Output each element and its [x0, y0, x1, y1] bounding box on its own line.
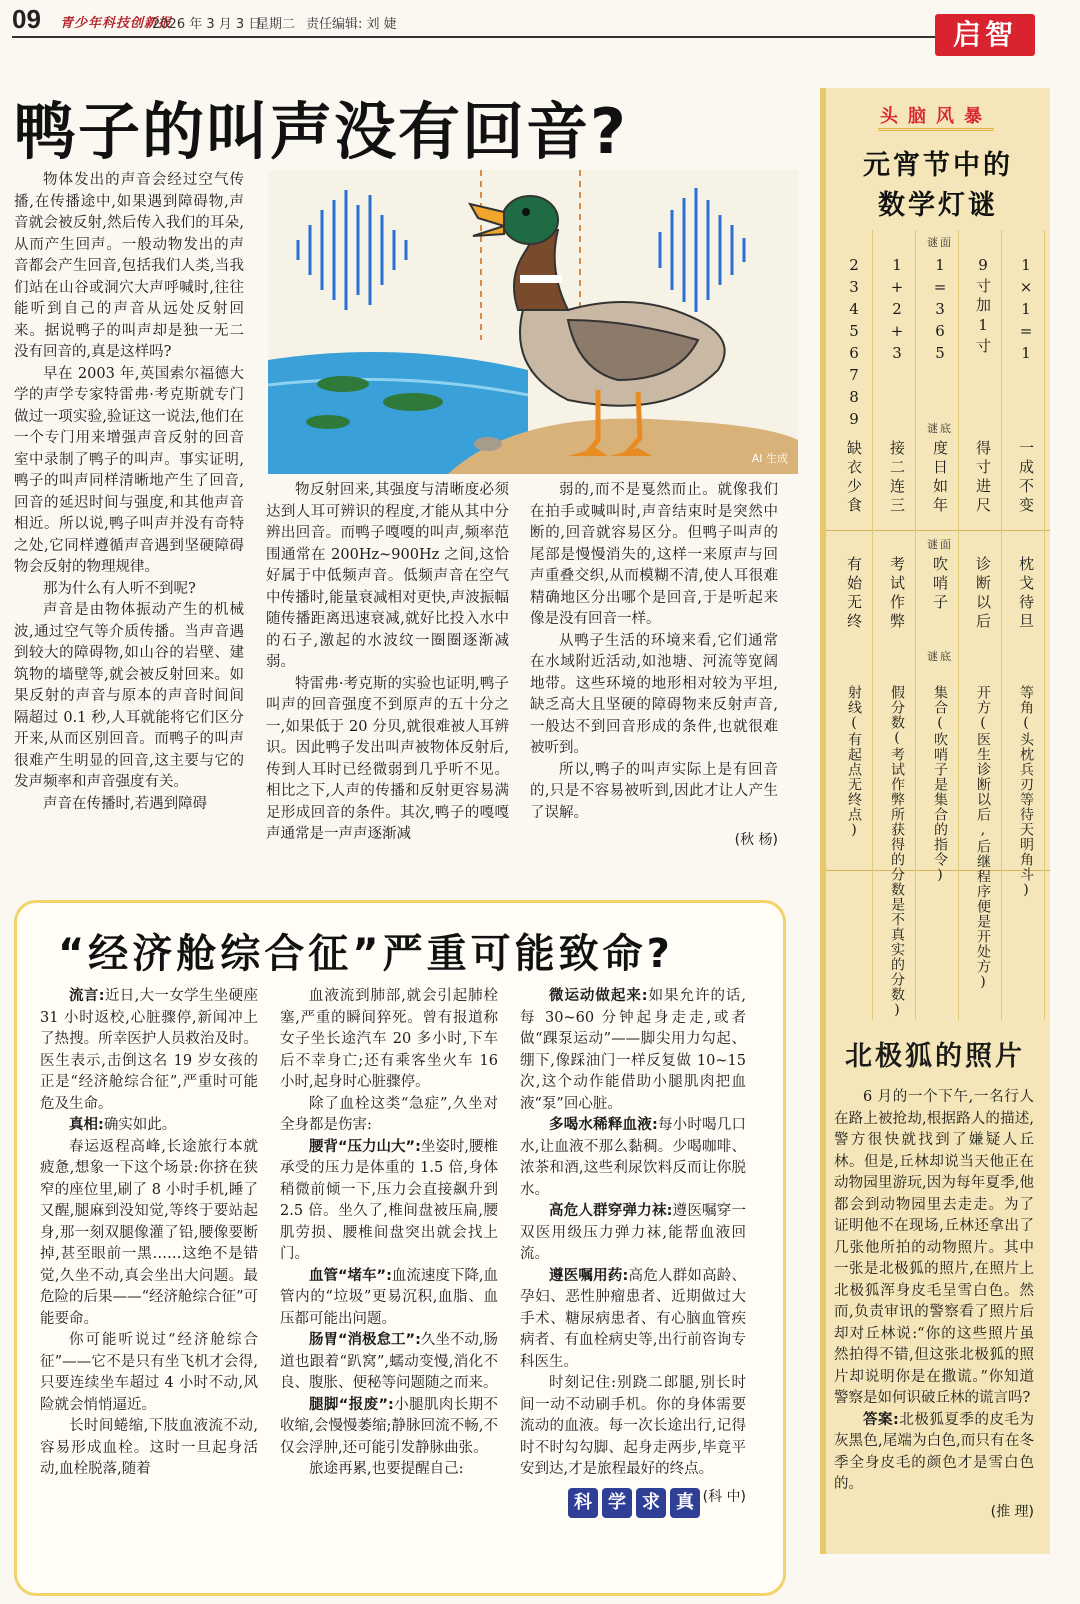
duck-illustration [268, 170, 798, 474]
riddle-label: 谜底 [927, 422, 953, 435]
riddle-question: 23456789 [845, 256, 863, 432]
riddle-answer: 开方(医生诊断以后,后继程序便是开处方) [975, 685, 991, 991]
article-column-2 [266, 480, 509, 846]
riddle-answer: 度日如年 [931, 440, 949, 516]
paragraph [40, 986, 258, 1115]
section-badge: 启智 [935, 14, 1035, 56]
puzzle-answer [834, 1410, 1034, 1496]
page-number: 09 [12, 4, 41, 34]
paragraph-text: 血液流到肺部,就会引起肺栓塞,严重的瞬间猝死。曾有报道称女子坐长途汽车 20 多小时,下车后不幸身亡;还有乘客坐火车 16 小时,起身时心脏骤停。 [280, 988, 498, 1090]
seal-character: 学 [602, 1488, 632, 1518]
riddle-question: 1=365 [931, 256, 949, 366]
puzzle-text: 6 月的一个下午,一名行人在路上被抢劫,根据路人的描述,警方很快就找到了嫌疑人丘林。但是,丘林却说当天他正在动物园里游玩,因为每年夏季,他都会到动物园里去走走。为了证明他不在现场,丘林还拿出了几张他所拍的动物照片。其中一张是北极狐的照片,在照片上北极狐浑身皮毛呈雪白色。然而,负责审讯的警察看了照片后却对丘林说:“你的这些照片虽然拍得不错,但这张北极狐的照片却说明你是在撒谎。”你知道警察是如何识破丘林的谎言吗? [834, 1089, 1034, 1406]
paragraph-text: 坐姿时,腰椎承受的压力是体重的 1.5 倍,身体稍微前倾一下,压力会直接飙升到 2.5 倍。坐久了,椎间盘被压扁,腰肌劳损、腰椎间盘突出就会找上门。 [280, 1138, 498, 1262]
arctic-fox-puzzle [826, 1034, 1044, 1523]
riddle-question: 1×1=1 [1017, 256, 1035, 366]
keyword: 微运动做起来: [549, 988, 648, 1004]
paragraph [40, 1330, 258, 1416]
riddle-question: 有始无终 [845, 556, 863, 632]
paragraph-text: 久坐不动,肠道也跟着“趴窝”,蠕动变慢,消化不良、腹胀、便秘等问题随之而来。 [280, 1332, 498, 1391]
riddle-answer: 集合(吹哨子是集合的指令) [932, 685, 948, 884]
riddle-answer: 得寸进尺 [974, 440, 992, 516]
masthead-rule [12, 36, 960, 38]
paragraph-text: 小腿肌肉长期不收缩,会慢慢萎缩;静脉回流不畅,不仅会浮肿,还可能引发静脉曲张。 [280, 1396, 499, 1456]
duck-image [268, 170, 798, 474]
paragraph: 特雷弗·考克斯的实验也证明,鸭子叫声的回音强度不到原声的五十分之一,如果低于 20 分贝,就很难被人耳辨识。因此鸭子发出叫声被物体反射后,传到人耳时已经微弱到几乎听不见。相比之下,人声的传播和反射更容易满足形成回音的条件。其次,鸭子的嘎嘎声通常是一声声逐渐减 [266, 675, 509, 842]
riddles-grid [826, 230, 1050, 1020]
paragraph [280, 1137, 498, 1266]
paragraph-text: 除了血栓这类“急症”,久坐对全身都是伤害: [280, 1095, 498, 1133]
paragraph-text: 遵医嘱穿一双医用级压力弹力袜,能帮血液回流。 [520, 1203, 746, 1262]
paragraph [520, 1266, 746, 1374]
riddle-question: 9寸加1寸 [974, 256, 992, 357]
paragraph: 弱的,而不是戛然而止。就像我们在拍手或喊叫时,声音结束时是突然中断的,回音就容易区分。但鸭子叫声的尾部是慢慢消失的,这样一来原声与回声重叠交织,从而模糊不清,使人耳很难精确地区分出哪个是回音,于是听起来像是没有回音一样。 [530, 482, 778, 627]
paragraph-text: 每小时喝几口水,让血液不那么黏稠。少喝咖啡、浓茶和酒,这些利尿饮料反而让你脱水。 [520, 1117, 746, 1198]
paragraph: 物反射回来,其强度与清晰度必须达到人耳可辨识的程度,才能从其中分辨出回音。而鸭子嘎嘎的叫声,频率范围通常在 200Hz~900Hz 之间,这恰好属于中低频声音。低频声音在空气中传播时,能量衰减相对更快,声波振幅随传播距离迅速衰减,就好比投入水中的石子,激起的水波纹一圈圈逐渐减弱。 [266, 482, 509, 670]
riddle-question: 考试作弊 [888, 556, 906, 632]
paragraph-text: 你可能听说过“经济舱综合征”——它不是只有坐飞机才会得,只要连续坐车超过 4 小时不动,风险就会悄悄逼近。 [40, 1332, 258, 1413]
paragraph [280, 1395, 498, 1460]
keyword: 腿脚“报废”: [309, 1396, 394, 1413]
riddle-question: 诊断以后 [974, 556, 992, 632]
paragraph [280, 1094, 498, 1137]
paragraph: 声音是由物体振动产生的机械波,通过空气等介质传播。当声音遇到较大的障碍物,如山谷的岩壁、建筑物的墙壁等,就会被反射回来。如果反射的声音与原本的声音时间间隔超过 0.1 秒,人耳就能将它们区分开来,从而区别回音。而鸭子的叫声很难产生明显的回音,这主要与它的发声频率和声音强度有关。 [14, 602, 244, 790]
paragraph-text: 如果允许的话,每 30~60 分钟起身走走,或者做“踝泵运动”——脚尖用力勾起、绷下,像踩油门一样反复做 10~15 次,这个动作能借助小腿肌肉把血液“泵”回心脏。 [520, 988, 746, 1112]
paragraph: 声音在传播时,若遇到障碍 [43, 795, 208, 812]
keyword: 肠胃“消极怠工”: [309, 1332, 421, 1348]
riddles-title-line1: 元宵节中的 [863, 150, 1013, 181]
health-column-3 [520, 986, 746, 1508]
keyword: 血管“堵车”: [309, 1267, 392, 1284]
riddle-label: 谜面 [927, 236, 953, 249]
keyword: 遵医嘱用药: [549, 1267, 629, 1284]
health-byline: (科 中) [702, 1488, 746, 1505]
paragraph [40, 1137, 258, 1331]
paragraph: 所以,鸭子的叫声实际上是有回音的,只是不容易被听到,因此才让人产生了误解。 [530, 761, 778, 821]
riddle-answer: 等角(头枕兵刃等待天明角斗) [1018, 685, 1034, 899]
riddle-question: 吹哨子 [931, 556, 949, 613]
riddle-answer: 一成不变 [1017, 440, 1035, 516]
riddle-answer: 假分数(考试作弊所获得的分数是不真实的分数) [889, 685, 905, 1019]
issue-date: 2026 年 3 月 3 日 [152, 17, 262, 32]
riddle-column [879, 230, 916, 1020]
seal-character: 科 [568, 1488, 598, 1518]
health-column-2 [280, 986, 498, 1481]
paragraph: 从鸭子生活的环境来看,它们通常在水域附近活动,如池塘、河流等宽阔地带。这些环境的地形相对较为平坦,缺乏高大且坚硬的障碍物来反射声音,一般达不到回音形成的条件,也就很难被听到。 [530, 632, 778, 756]
riddle-column [965, 230, 1002, 1020]
article-headline: 鸭子的叫声没有回音? [14, 95, 628, 168]
answer-label: 答案: [863, 1411, 899, 1428]
seal-character: 真 [670, 1488, 700, 1518]
riddle-column [922, 230, 959, 1020]
paragraph: 物体发出的声音会经过空气传播,在传播途中,如果遇到障碍物,声音就会被反射,然后传入我们的耳朵,从而产生回声。一般动物发出的声音都会产生回音,包括我们人类,当我们站在山谷或洞穴大声呼喊时,往往能听到自己的声音从远处反射回来。据说鸭子的叫声却是独一无二没有回音的,真是这样吗? [14, 172, 244, 360]
keyword: 流言: [69, 988, 105, 1004]
riddle-label: 谜面 [927, 538, 953, 551]
keyword: 真相: [69, 1117, 104, 1133]
riddle-answer: 射线(有起点无终点) [846, 685, 862, 839]
paragraph [40, 1416, 258, 1481]
puzzle-title: 北极狐的照片 [845, 1041, 1025, 1072]
seal-character: 求 [636, 1488, 666, 1518]
paragraph [520, 1201, 746, 1266]
image-credit-label: AI 生成 [751, 452, 788, 465]
riddles-title-line2: 数学灯谜 [878, 190, 998, 221]
paragraph-text: 春运返程高峰,长途旅行本就疲惫,想象一下这个场景:你挤在狭窄的座位里,刷了 8 小时手机,睡了又醒,腿麻到没知觉,等终于要站起身,那一刻双腿像灌了铅,腰像要断掉,甚至眼前一黑……这绝不是错觉,久坐不动,真会坐出大问题。最危险的后果——“经济舱综合征”可能要命。 [40, 1138, 258, 1327]
health-column-1 [40, 986, 258, 1481]
keyword: 高危人群穿弹力袜: [549, 1203, 673, 1219]
riddles-title [826, 146, 1050, 226]
paragraph [40, 1115, 258, 1137]
riddle-answer: 缺衣少食 [845, 440, 863, 516]
weekday: 星期二 [256, 17, 296, 32]
paragraph [280, 1330, 498, 1395]
paragraph [280, 1459, 498, 1481]
riddle-question: 1+2+3 [888, 256, 906, 366]
brainstorm-tag: 头脑风暴 [866, 102, 1006, 132]
paper-name: 青少年科技创新报 [60, 16, 173, 31]
paragraph-text: 旅途再累,也要提醒自己: [309, 1461, 464, 1477]
paragraph: 早在 2003 年,英国索尔福德大学的声学专家特雷弗·考克斯就专门做过一项实验,验证这一说法,他们在一个专门用来增强声音反射的回音室中录制了鸭子的叫声。事实证明,鸭子的叫声同样清晰地产生了回音,回音的延迟时间与强度,和其他声音相近。所以说,鸭子叫声并没有奇特之处,它同样遵循声音遇到坚硬障碍物会反射的物理规律。 [14, 365, 244, 575]
paragraph-text: 高危人群如高龄、孕妇、恶性肿瘤患者、近期做过大手术、糖尿病患者、有心脑血管疾病者、有血栓病史等,出行前咨询专科医生。 [520, 1267, 746, 1370]
puzzle-body [826, 1087, 1044, 1523]
paragraph-text: 长时间蜷缩,下肢血液流不动,容易形成血栓。这时一旦起身活动,血栓脱落,随着 [40, 1418, 258, 1477]
answer-text: 北极狐夏季的皮毛为灰黑色,尾端为白色,而只有在冬季全身皮毛的颜色才是雪白色的。 [834, 1411, 1034, 1492]
riddle-label: 谜底 [927, 650, 953, 663]
paragraph [280, 1266, 498, 1331]
riddle-column [1008, 230, 1045, 1020]
paragraph: 那为什么有人听不到呢? [43, 580, 196, 597]
article-column-1 [14, 170, 244, 815]
riddle-answer: 接二连三 [888, 440, 906, 516]
paragraph-text: 血流速度下降,血管内的“垃圾”更易沉积,血脂、血压都可能出问题。 [280, 1267, 499, 1327]
riddle-question: 枕戈待旦 [1017, 556, 1035, 632]
keyword: 腰背“压力山大”: [309, 1138, 421, 1155]
masthead [0, 0, 1080, 51]
paragraph [280, 986, 498, 1094]
riddle-column [836, 230, 873, 1020]
article-column-3 [530, 480, 778, 852]
keyword: 多喝水稀释血液: [549, 1117, 658, 1133]
paragraph-text: 确实如此。 [103, 1117, 177, 1133]
paragraph-text: 近日,大一女学生坐硬座 31 小时返校,心脏骤停,新闻冲上了热搜。所幸医护人员救治及时。医生表示,击倒这名 19 岁女孩的正是“经济舱综合征”,严重时可能危及生命。 [40, 988, 258, 1112]
paragraph-text: 时刻记住:别跷二郎腿,别长时间一动不动刷手机。你的身体需要流动的血液。每一次长途出行,记得时不时勾勾脚、起身走两步,毕竟平安到达,才是旅程最好的终点。 [520, 1375, 746, 1477]
science-seal [568, 1488, 700, 1518]
editor-credit: 责任编辑: 刘 婕 [306, 17, 397, 32]
health-article-title: “经济舱综合征”严重可能致命? [58, 931, 674, 977]
paragraph [520, 986, 746, 1115]
paragraph [520, 1115, 746, 1201]
puzzle-byline: (推 理) [990, 1503, 1034, 1520]
article-byline: (秋 杨) [734, 832, 778, 848]
paragraph [520, 1373, 746, 1481]
